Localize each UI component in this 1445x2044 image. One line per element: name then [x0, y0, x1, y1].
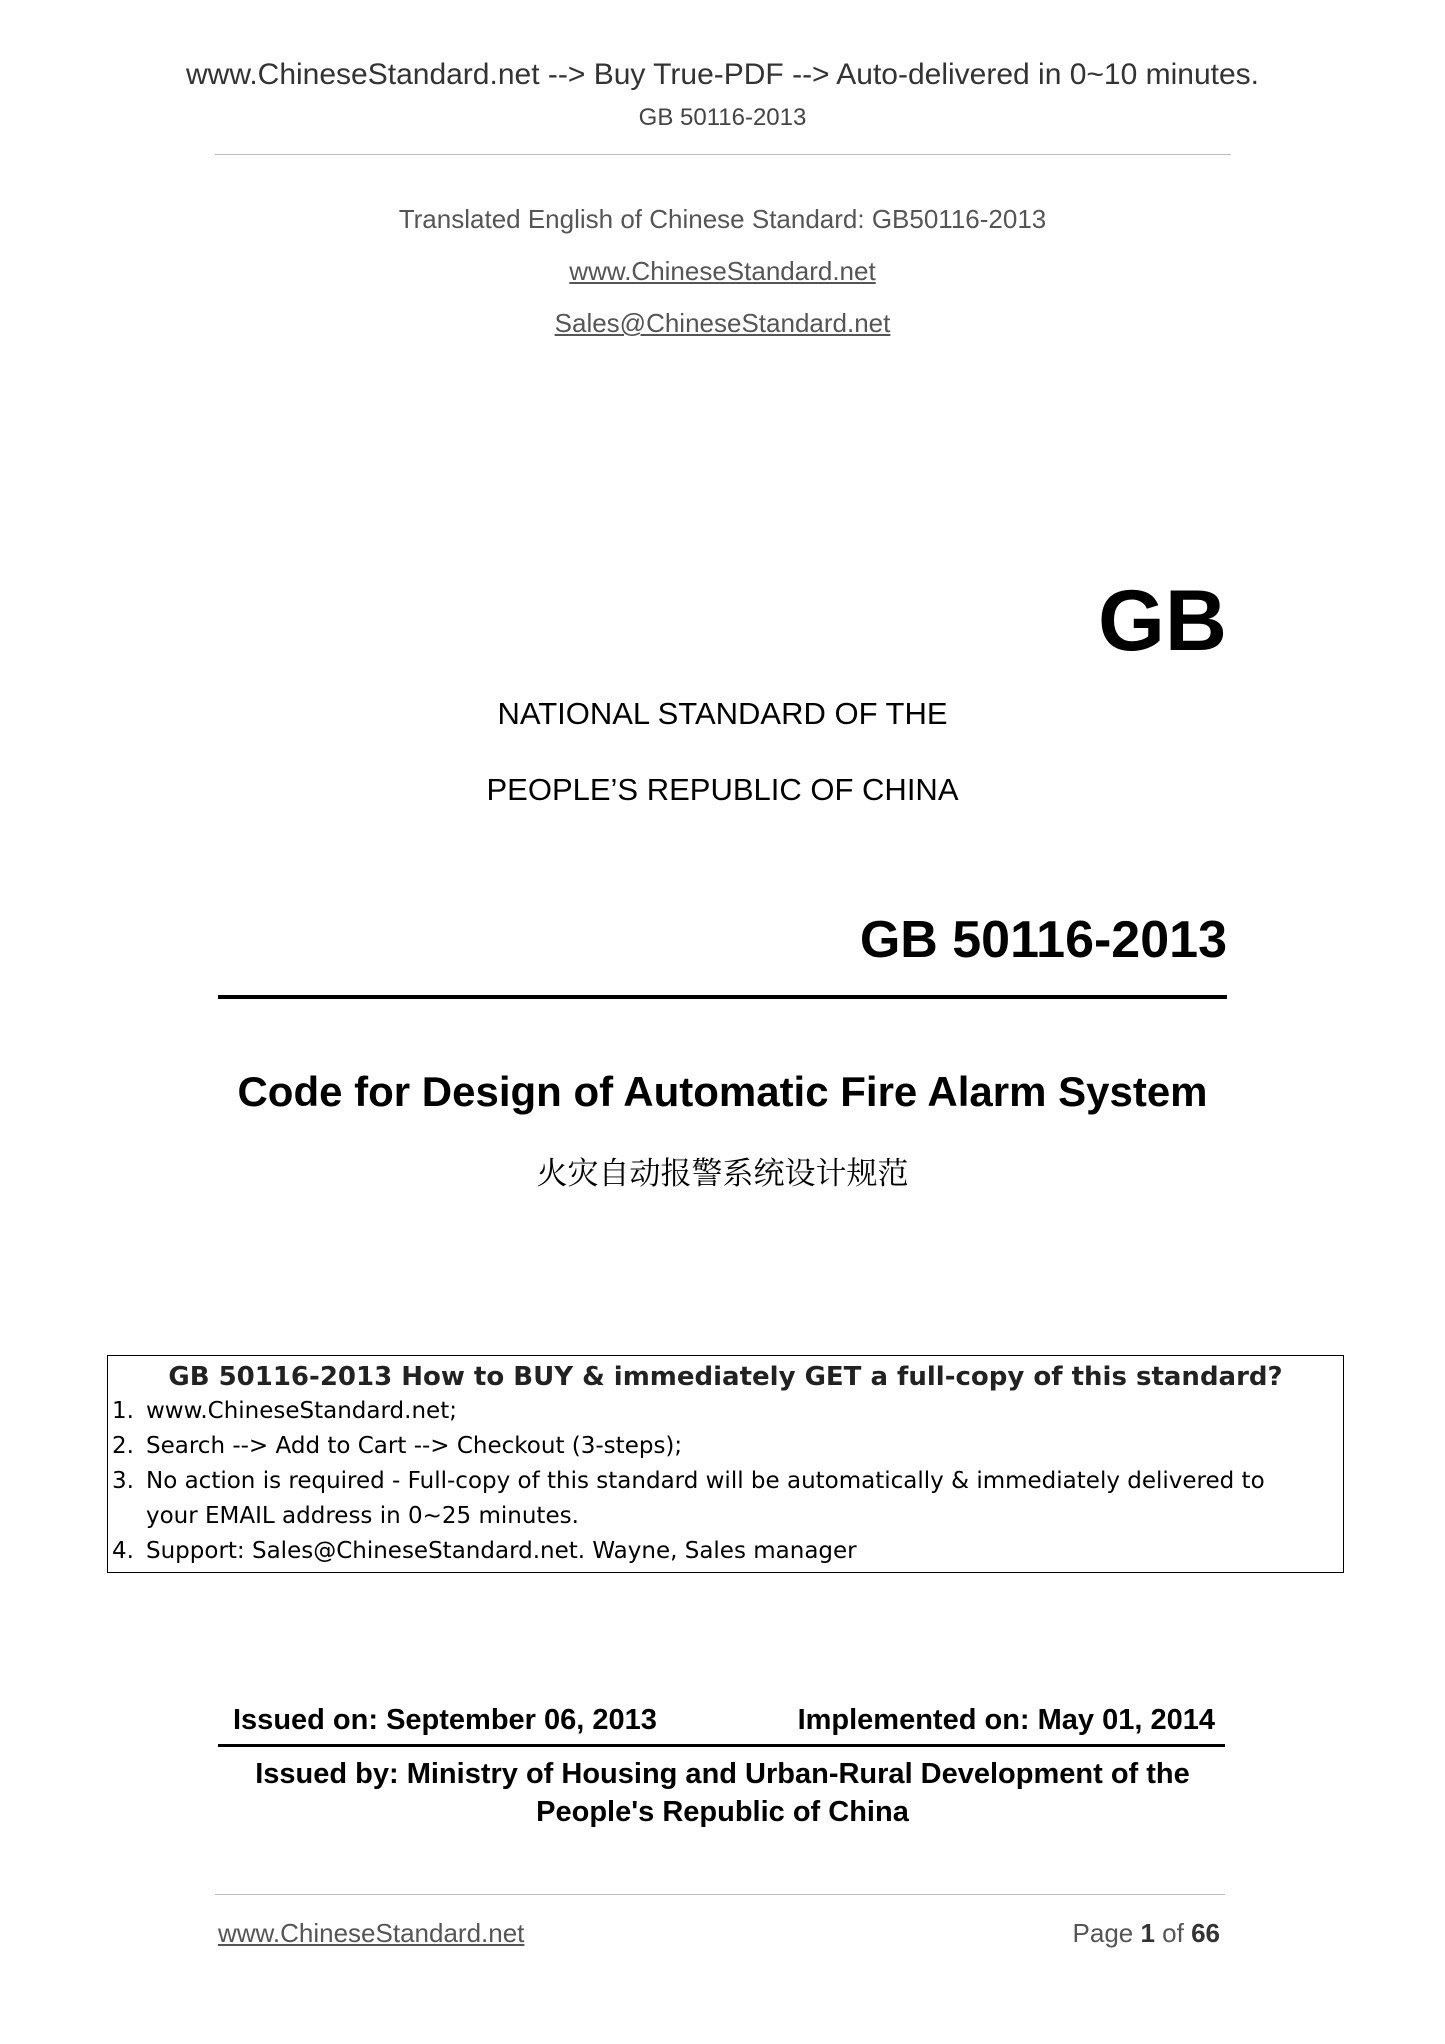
buy-step-text: Support: Sales@ChineseStandard.net. Wayne, Sales manager [146, 1538, 857, 1564]
intro-email-text: Sales@ChineseStandard.net [554, 308, 891, 338]
title-cn: 火灾自动报警系统设计规范 [536, 1156, 909, 1192]
header-divider [215, 154, 1231, 155]
buy-step-number: 2. [112, 1433, 134, 1459]
issue-divider [218, 1744, 1225, 1747]
buy-step-4 [112, 1538, 857, 1564]
page-of: of [1154, 1918, 1192, 1948]
buy-step-3-continued: your EMAIL address in 0~25 minutes. [146, 1503, 579, 1529]
intro-email-link[interactable] [0, 308, 1445, 339]
page-indicator [1073, 1918, 1220, 1949]
issued-on: Issued on: September 06, 2013 [233, 1704, 657, 1736]
gb-mark: GB [1098, 573, 1227, 669]
footer-divider [215, 1894, 1225, 1895]
buy-step-3 [112, 1468, 1265, 1494]
buy-step-number: 3. [112, 1468, 134, 1494]
issued-by-line-1: Issued by: Ministry of Housing and Urban-Rural Development of the [255, 1758, 1190, 1790]
standard-underline [218, 995, 1227, 999]
header-top-line: www.ChineseStandard.net --> Buy True-PDF --> Auto-delivered in 0~10 minutes. [185, 58, 1260, 91]
implemented-on: Implemented on: May 01, 2014 [797, 1704, 1215, 1736]
translated-line: Translated English of Chinese Standard: GB50116-2013 [398, 204, 1047, 234]
title-en: Code for Design of Automatic Fire Alarm System [237, 1068, 1208, 1115]
standard-number: GB 50116-2013 [859, 911, 1227, 969]
footer-website-link[interactable] [218, 1918, 524, 1949]
buy-step-number: 4. [112, 1538, 134, 1564]
buy-instructions-box [107, 1355, 1344, 1573]
buy-step-text: No action is required - Full-copy of this standard will be automatically & immediately delivered to [146, 1468, 1265, 1494]
footer-website-text: www.ChineseStandard.net [218, 1918, 525, 1948]
page-prefix: Page [1072, 1918, 1141, 1948]
buy-box-title: GB 50116-2013 How to BUY & immediately GET a full-copy of this standard? [168, 1362, 1283, 1392]
buy-step-number: 1. [112, 1398, 134, 1424]
buy-step-text: Search --> Add to Cart --> Checkout (3-steps); [146, 1433, 683, 1459]
intro-website-text: www.ChineseStandard.net [569, 256, 876, 286]
header-doc-code: GB 50116-2013 [638, 104, 807, 131]
issued-by-line-2: People's Republic of China [536, 1796, 909, 1828]
national-line-1: NATIONAL STANDARD OF THE [497, 696, 948, 731]
buy-step-2 [112, 1433, 682, 1459]
intro-website-link[interactable] [0, 256, 1445, 287]
buy-step-1 [112, 1398, 457, 1424]
buy-step-text: www.ChineseStandard.net; [146, 1398, 457, 1424]
page-total: 66 [1191, 1918, 1220, 1948]
page-current: 1 [1140, 1918, 1155, 1948]
national-line-2: PEOPLE’S REPUBLIC OF CHINA [486, 772, 959, 807]
